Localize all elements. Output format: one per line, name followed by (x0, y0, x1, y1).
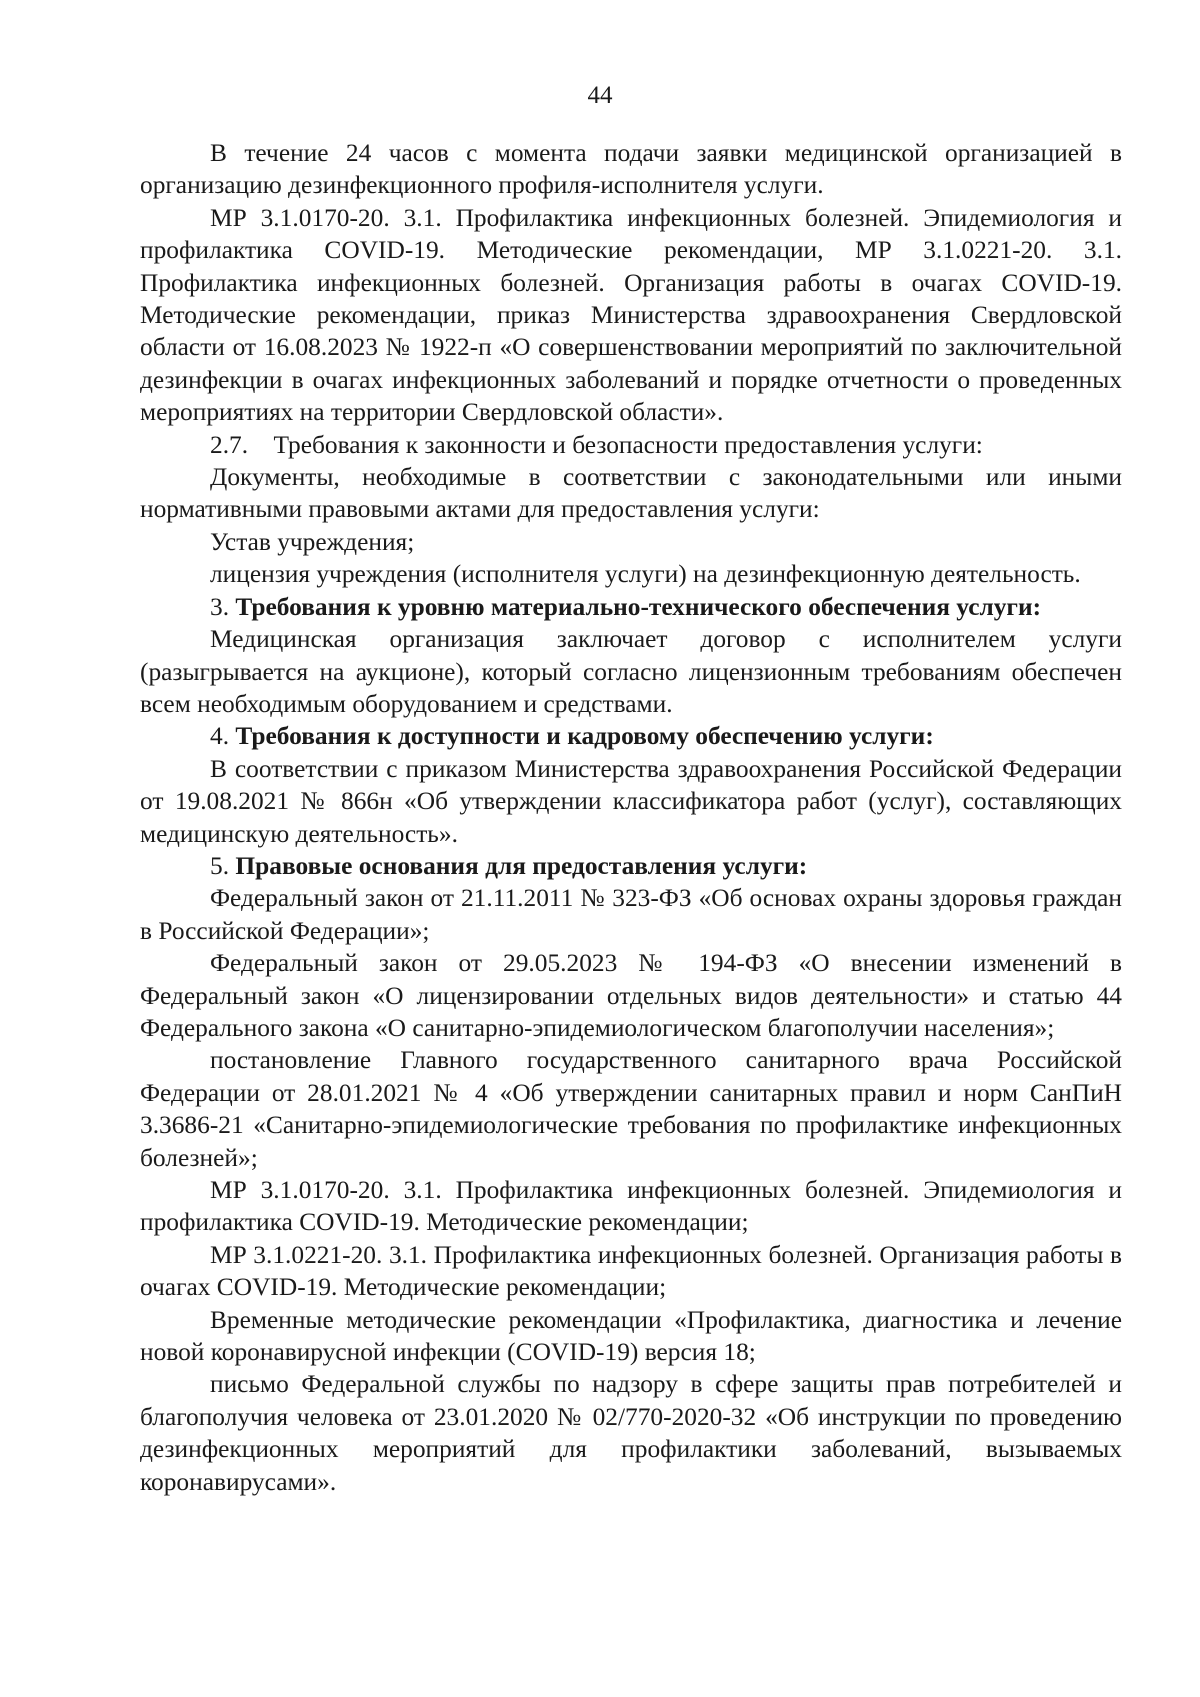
document-body (140, 137, 1122, 1498)
section-number-5: 5. (210, 851, 230, 880)
section-title-4: Требования к доступности и кадровому обеспечению услуги: (235, 722, 934, 751)
section-title-5: Правовые основания для предоставления услуги: (235, 851, 808, 880)
paragraph-temporary-guidelines: Временные методические рекомендации «Профилактика, диагностика и лечение новой коронавирусной инфекции (COVID-19) версия 18; (140, 1305, 1122, 1367)
paragraph-sanpin-resolution: постановление Главного государственного санитарного врача Российской Федерации от 28.01.2021 № 4 «Об утверждении санитарных правил и норм СанПиН 3.3686-21 «Санитарно-эпидемиологические требования по профилактике инфекционных болезней»; (140, 1046, 1122, 1172)
paragraph-mr-0170: МР 3.1.0170-20. 3.1. Профилактика инфекционных болезней. Эпидемиология и профилактика COVID-19. Методические рекомендации; (140, 1176, 1122, 1237)
section-heading-4 (140, 720, 1122, 752)
paragraph-order-timing: В течение 24 часов с момента подачи заявки медицинской организацией в организацию дезинфекционного профиля-исполнителя услуги. (140, 139, 1122, 200)
paragraph-mr-0221: МР 3.1.0221-20. 3.1. Профилактика инфекционных болезней. Организация работы в очагах COVID-19. Методические рекомендации; (140, 1240, 1122, 1302)
paragraph-legality-requirements: 2.7. Требования к законности и безопасности предоставления услуги: (210, 430, 983, 459)
paragraph-federal-law-323: Федеральный закон от 21.11.2011 № 323-ФЗ «Об основах охраны здоровья граждан в Российской Федерации»; (140, 884, 1122, 945)
section-heading-3 (140, 591, 1122, 623)
paragraph-charter: Устав учреждения; (210, 527, 415, 556)
section-heading-5 (140, 850, 1122, 882)
paragraph-ministry-order: В соответствии с приказом Министерства здравоохранения Российской Федерации от 19.08.2021 № 866н «Об утверждении классификатора работ (услуг), составляющих медицинскую деятельность». (140, 754, 1122, 848)
paragraph-contract: Медицинская организация заключает договор с исполнителем услуги (разыгрывается на аукционе), который согласно лицензионным требованиям обеспечен всем необходимым оборудованием и средствами. (140, 625, 1122, 718)
section-number-3: 3. (210, 592, 230, 621)
paragraph-required-documents: Документы, необходимые в соответствии с законодательными или иными нормативными правовыми актами для предоставления услуги: (140, 463, 1122, 524)
paragraph-license: лицензия учреждения (исполнителя услуги) на дезинфекционную деятельность. (210, 560, 1081, 589)
section-title-3: Требования к уровню материально-технического обеспечения услуги: (235, 592, 1042, 621)
paragraph-methodical-refs: МР 3.1.0170-20. 3.1. Профилактика инфекционных болезней. Эпидемиология и профилактика COVID-19. Методические рекомендации, МР 3.1.0221-20. 3.1. Профилактика инфекционных болезней. Организация работы в очагах COVID-19. Методические рекомендации, приказ Министерства здравоохранения Свердловской области от 16.08.2023 № 1922-п «О совершенствовании мероприятий по заключительной дезинфекции в очагах инфекционных заболеваний и порядке отчетности о проведенных мероприятиях на территории Свердловской области». (140, 203, 1122, 427)
section-number-4: 4. (210, 722, 230, 751)
paragraph-federal-law-194: Федеральный закон от 29.05.2023 № 194-ФЗ «О внесении изменений в Федеральный закон «О лицензировании отдельных видов деятельности» и статью 44 Федерального закона «О санитарно-эпидемиологическом благополучии населения»; (140, 949, 1122, 1042)
page-number: 44 (587, 82, 613, 109)
paragraph-rospotrebnadzor-letter: письмо Федеральной службы по надзору в сфере защиты прав потребителей и благополучия человека от 23.01.2020 № 02/770-2020-32 «Об инструкции по проведению дезинфекционных мероприятий для профилактики заболеваний, вызываемых коронавирусами». (140, 1370, 1122, 1496)
